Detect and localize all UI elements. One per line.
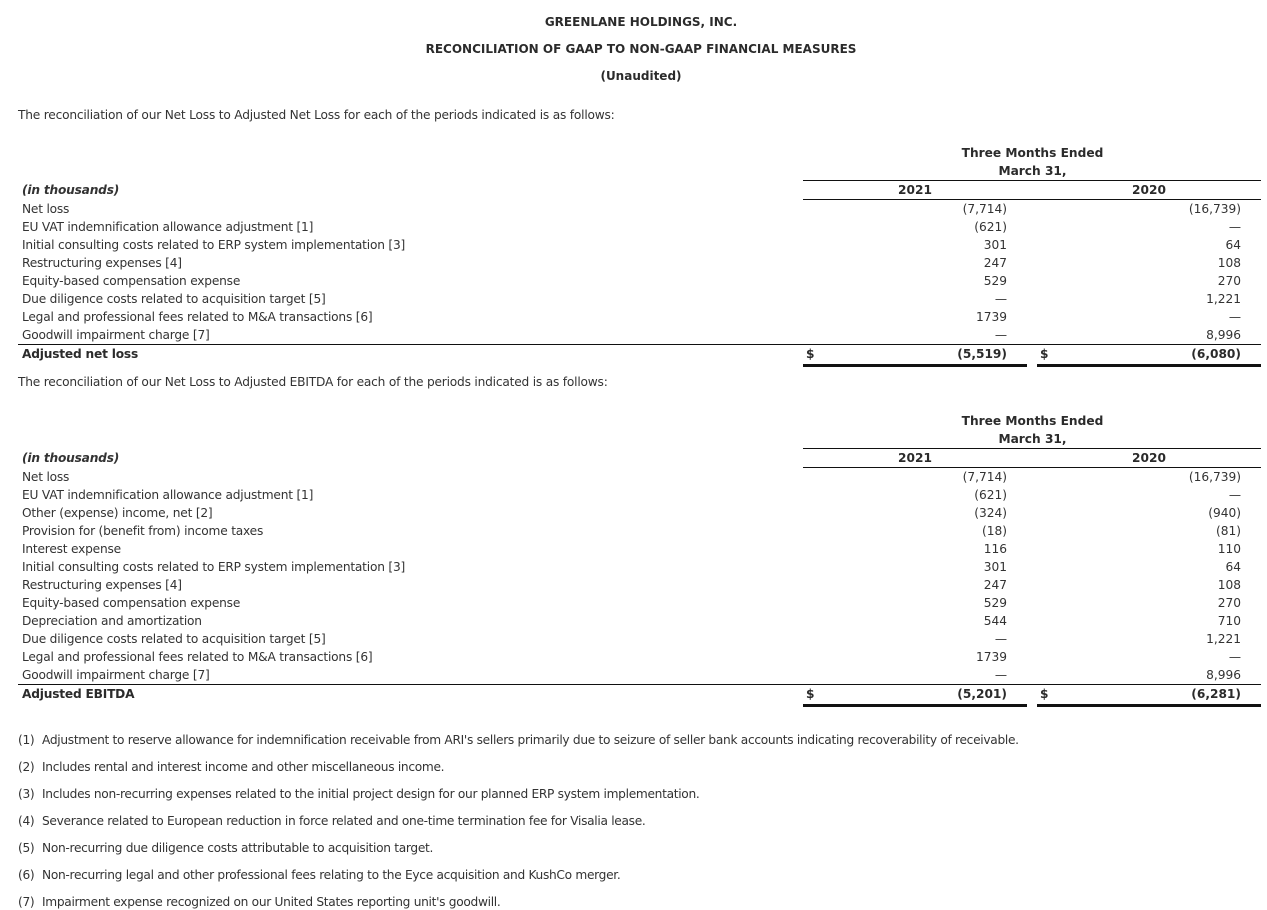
units-label: (in thousands) (22, 451, 120, 465)
table1-intro: The reconciliation of our Net Loss to Adjusted Net Loss for each of the periods indicated is as follows: (18, 108, 615, 122)
value-2021: (324) (974, 506, 1007, 520)
row-label: Net loss (22, 470, 70, 484)
table-row (0, 558, 1267, 576)
period-header-line1: Three Months Ended (961, 414, 1104, 428)
value-2021: 1739 (975, 650, 1007, 664)
units-label: (in thousands) (22, 183, 120, 197)
total-row (0, 685, 1267, 703)
footnote (18, 787, 699, 801)
value-2021: 247 (983, 256, 1007, 270)
period-header-line2: March 31, (998, 164, 1067, 178)
value-2020: — (1228, 220, 1241, 234)
total-value-2021: (5,201) (957, 687, 1007, 701)
period-header (805, 412, 1260, 448)
double-rule-2020 (1037, 704, 1261, 707)
footnote-number: (5) (18, 841, 35, 855)
table2-intro: The reconciliation of our Net Loss to Adjusted EBITDA for each of the periods indicated is as follows: (18, 375, 608, 389)
value-2020: 108 (1217, 578, 1241, 592)
value-2020: (16,739) (1188, 470, 1241, 484)
row-label: Interest expense (22, 542, 121, 556)
double-rule-2021 (803, 704, 1027, 707)
row-label: Depreciation and amortization (22, 614, 202, 628)
period-header-line2: March 31, (998, 432, 1067, 446)
table-row (0, 576, 1267, 594)
value-2021: — (994, 668, 1007, 682)
row-label: Due diligence costs related to acquisition target [5] (22, 632, 326, 646)
value-2021: 247 (983, 578, 1007, 592)
value-2021: (621) (974, 220, 1007, 234)
table-row (0, 200, 1267, 218)
table-row (0, 540, 1267, 558)
table-row (0, 648, 1267, 666)
column-header-2021: 2021 (898, 451, 932, 465)
table-row (0, 522, 1267, 540)
column-header-row (0, 181, 1267, 199)
footnote-text: Severance related to European reduction in force related and one-time termination fee for Visalia lease. (42, 814, 646, 828)
row-label: Legal and professional fees related to M&A transactions [6] (22, 650, 373, 664)
value-2020: — (1228, 310, 1241, 324)
table-row (0, 666, 1267, 684)
footnote-text: Impairment expense recognized on our United States reporting unit's goodwill. (42, 895, 501, 909)
value-2020: 108 (1217, 256, 1241, 270)
row-label: EU VAT indemnification allowance adjustment [1] (22, 220, 314, 234)
column-header-row (0, 449, 1267, 467)
value-2021: — (994, 328, 1007, 342)
footnote-text: Non-recurring due diligence costs attributable to acquisition target. (42, 841, 434, 855)
value-2020: 710 (1217, 614, 1241, 628)
row-label: Equity-based compensation expense (22, 596, 241, 610)
column-header-2020: 2020 (1132, 451, 1166, 465)
value-2020: — (1228, 488, 1241, 502)
footnote (18, 733, 1019, 747)
value-2020: 270 (1217, 274, 1241, 288)
table-row (0, 486, 1267, 504)
footnote (18, 814, 645, 828)
footnote-text: Includes rental and interest income and other miscellaneous income. (42, 760, 445, 774)
value-2020: 1,221 (1206, 632, 1241, 646)
table-row (0, 254, 1267, 272)
table-row (0, 326, 1267, 344)
double-rule-2020 (1037, 364, 1261, 367)
value-2021: — (994, 632, 1007, 646)
row-label: Legal and professional fees related to M&A transactions [6] (22, 310, 373, 324)
value-2020: — (1228, 650, 1241, 664)
value-2021: (7,714) (962, 202, 1007, 216)
value-2020: (940) (1208, 506, 1241, 520)
footnote-text: Adjustment to reserve allowance for indemnification receivable from ARI's sellers primarily due to seizure of seller bank accounts indicating recoverability of receivable. (42, 733, 1019, 747)
footnote-number: (6) (18, 868, 35, 882)
table-row (0, 468, 1267, 486)
document-subtitle: (Unaudited) (600, 69, 682, 83)
row-label: Goodwill impairment charge [7] (22, 328, 210, 342)
value-2021: (621) (974, 488, 1007, 502)
footnote-number: (7) (18, 895, 35, 909)
value-2020: 64 (1225, 560, 1241, 574)
row-label: Other (expense) income, net [2] (22, 506, 213, 520)
value-2020: 110 (1217, 542, 1241, 556)
value-2021: 116 (983, 542, 1007, 556)
value-2020: 270 (1217, 596, 1241, 610)
row-label: Due diligence costs related to acquisition target [5] (22, 292, 326, 306)
value-2020: (81) (1215, 524, 1241, 538)
table-row (0, 272, 1267, 290)
row-label: Provision for (benefit from) income taxes (22, 524, 264, 538)
row-label: Equity-based compensation expense (22, 274, 241, 288)
total-value-2021: (5,519) (957, 347, 1007, 361)
double-rule-2021 (803, 364, 1027, 367)
table-row (0, 236, 1267, 254)
column-header-2021: 2021 (898, 183, 932, 197)
table-row (0, 290, 1267, 308)
row-label: Restructuring expenses [4] (22, 256, 182, 270)
period-header (805, 144, 1260, 180)
table-row (0, 218, 1267, 236)
currency-symbol-2021: $ (806, 687, 815, 701)
footnote-text: Non-recurring legal and other professional fees relating to the Eyce acquisition and KushCo merger. (42, 868, 621, 882)
value-2020: 8,996 (1206, 328, 1241, 342)
footnote (18, 895, 500, 909)
footnote-number: (1) (18, 733, 35, 747)
row-label: Initial consulting costs related to ERP system implementation [3] (22, 560, 406, 574)
row-label: Goodwill impairment charge [7] (22, 668, 210, 682)
document-title: RECONCILIATION OF GAAP TO NON-GAAP FINANCIAL MEASURES (425, 42, 857, 56)
value-2021: 1739 (975, 310, 1007, 324)
table-row (0, 630, 1267, 648)
value-2020: 8,996 (1206, 668, 1241, 682)
table-row (0, 504, 1267, 522)
period-header-line1: Three Months Ended (961, 146, 1104, 160)
value-2021: 301 (983, 238, 1007, 252)
total-value-2020: (6,080) (1191, 347, 1241, 361)
total-label: Adjusted EBITDA (22, 687, 135, 701)
value-2020: 64 (1225, 238, 1241, 252)
total-row (0, 345, 1267, 363)
value-2021: 529 (983, 596, 1007, 610)
table-row (0, 594, 1267, 612)
table-row (0, 612, 1267, 630)
row-label: Initial consulting costs related to ERP system implementation [3] (22, 238, 406, 252)
row-label: Net loss (22, 202, 70, 216)
value-2020: (16,739) (1188, 202, 1241, 216)
company-name: GREENLANE HOLDINGS, INC. (544, 15, 738, 29)
footnote (18, 841, 433, 855)
value-2021: 529 (983, 274, 1007, 288)
total-value-2020: (6,281) (1191, 687, 1241, 701)
footnote-text: Includes non-recurring expenses related to the initial project design for our planned ERP system implementation. (42, 787, 700, 801)
currency-symbol-2020: $ (1040, 687, 1049, 701)
value-2021: (18) (981, 524, 1007, 538)
table-row (0, 308, 1267, 326)
value-2021: — (994, 292, 1007, 306)
column-header-2020: 2020 (1132, 183, 1166, 197)
footnote-number: (3) (18, 787, 35, 801)
footnote-number: (4) (18, 814, 35, 828)
footnote (18, 760, 444, 774)
value-2020: 1,221 (1206, 292, 1241, 306)
currency-symbol-2020: $ (1040, 347, 1049, 361)
value-2021: 544 (983, 614, 1007, 628)
row-label: Restructuring expenses [4] (22, 578, 182, 592)
value-2021: 301 (983, 560, 1007, 574)
currency-symbol-2021: $ (806, 347, 815, 361)
footnote-number: (2) (18, 760, 35, 774)
total-label: Adjusted net loss (22, 347, 138, 361)
footnote (18, 868, 620, 882)
row-label: EU VAT indemnification allowance adjustment [1] (22, 488, 314, 502)
value-2021: (7,714) (962, 470, 1007, 484)
